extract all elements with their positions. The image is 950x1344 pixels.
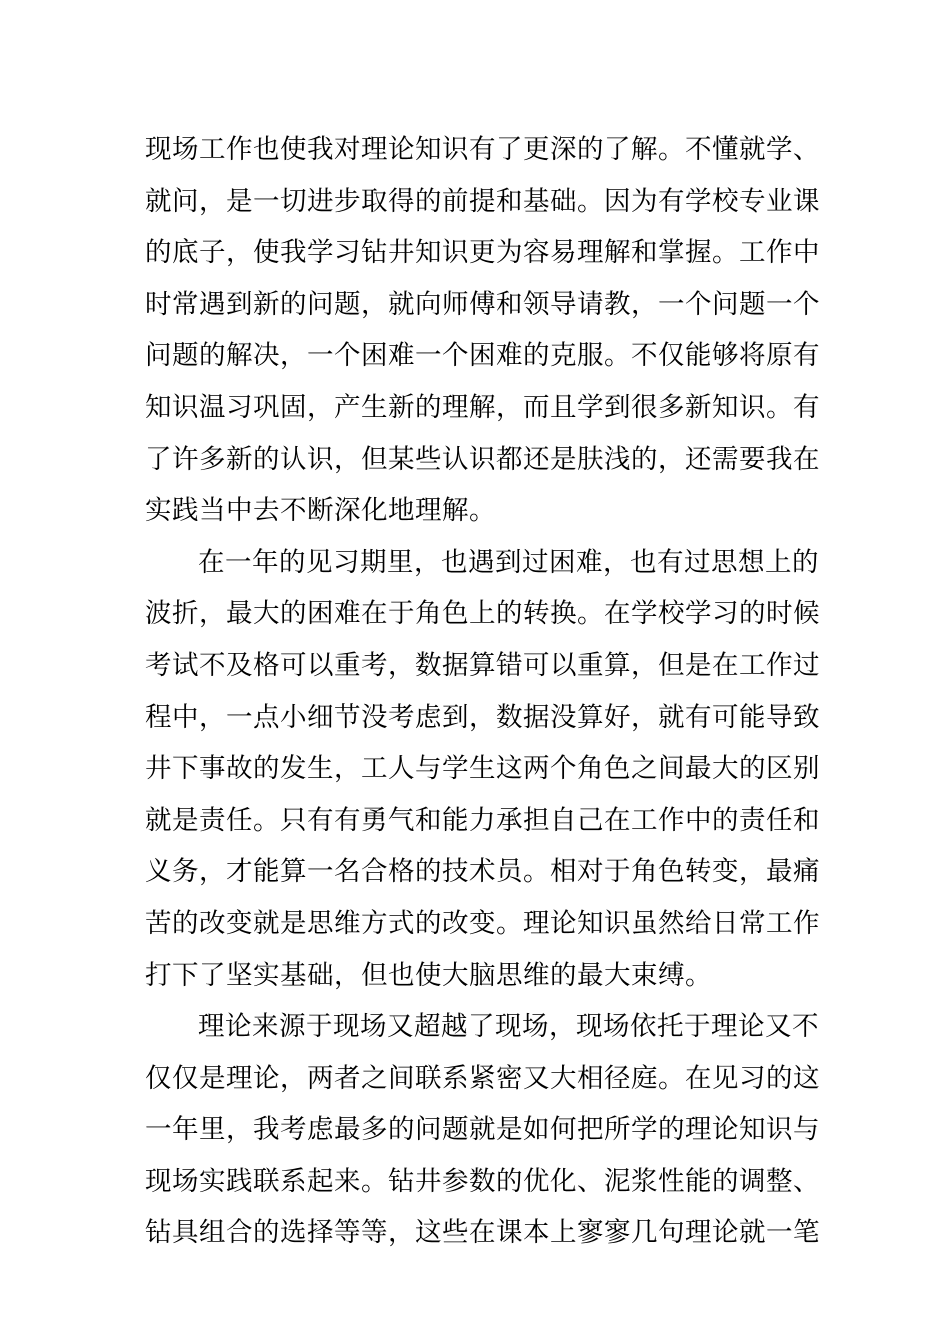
text-line: 就问，是一切进步取得的前提和基础。因为有学校专业课 <box>145 185 820 217</box>
text-line: 理论来源于现场又超越了现场，现场依托于理论又不 <box>198 1011 819 1043</box>
text-line: 就是责任。只有有勇气和能力承担自己在工作中的责任和 <box>145 804 820 836</box>
text-line: 程中，一点小细节没考虑到，数据没算好，就有可能导致 <box>145 701 820 733</box>
text-line: 波折，最大的困难在于角色上的转换。在学校学习的时候 <box>145 598 820 630</box>
text-line: 时常遇到新的问题，就向师傅和领导请教，一个问题一个 <box>145 288 820 320</box>
text-line: 义务，才能算一名合格的技术员。相对于角色转变，最痛 <box>145 856 820 888</box>
text-line: 知识温习巩固，产生新的理解，而且学到很多新知识。有 <box>145 391 820 423</box>
text-line: 实践当中去不断深化地理解。 <box>145 495 496 527</box>
text-line: 仅仅是理论，两者之间联系紧密又大相径庭。在见习的这 <box>145 1062 820 1094</box>
text-line: 钻具组合的选择等等，这些在课本上寥寥几句理论就一笔 <box>145 1217 820 1249</box>
text-line: 井下事故的发生，工人与学生这两个角色之间最大的区别 <box>145 753 820 785</box>
text-line: 现场实践联系起来。钻井参数的优化、泥浆性能的调整、 <box>145 1165 820 1197</box>
paragraph-2 <box>145 537 820 1001</box>
text-line: 的底子，使我学习钻井知识更为容易理解和掌握。工作中 <box>145 237 820 269</box>
text-line: 现场工作也使我对理论知识有了更深的了解。不懂就学、 <box>145 134 820 165</box>
text-line: 一年里，我考虑最多的问题就是如何把所学的理论知识与 <box>145 1114 820 1146</box>
paragraph-3 <box>145 1001 820 1259</box>
text-line: 打下了坚实基础，但也使大脑思维的最大束缚。 <box>145 959 712 991</box>
text-line: 问题的解决，一个困难一个困难的克服。不仅能够将原有 <box>145 340 820 372</box>
text-line: 了许多新的认识，但某些认识都还是肤浅的，还需要我在 <box>145 443 820 475</box>
text-line: 苦的改变就是思维方式的改变。理论知识虽然给日常工作 <box>145 907 820 939</box>
paragraph-1 <box>145 124 820 537</box>
body-text <box>145 124 820 1259</box>
text-line: 考试不及格可以重考，数据算错可以重算，但是在工作过 <box>145 649 820 681</box>
text-line: 在一年的见习期里，也遇到过困难，也有过思想上的 <box>198 546 819 578</box>
